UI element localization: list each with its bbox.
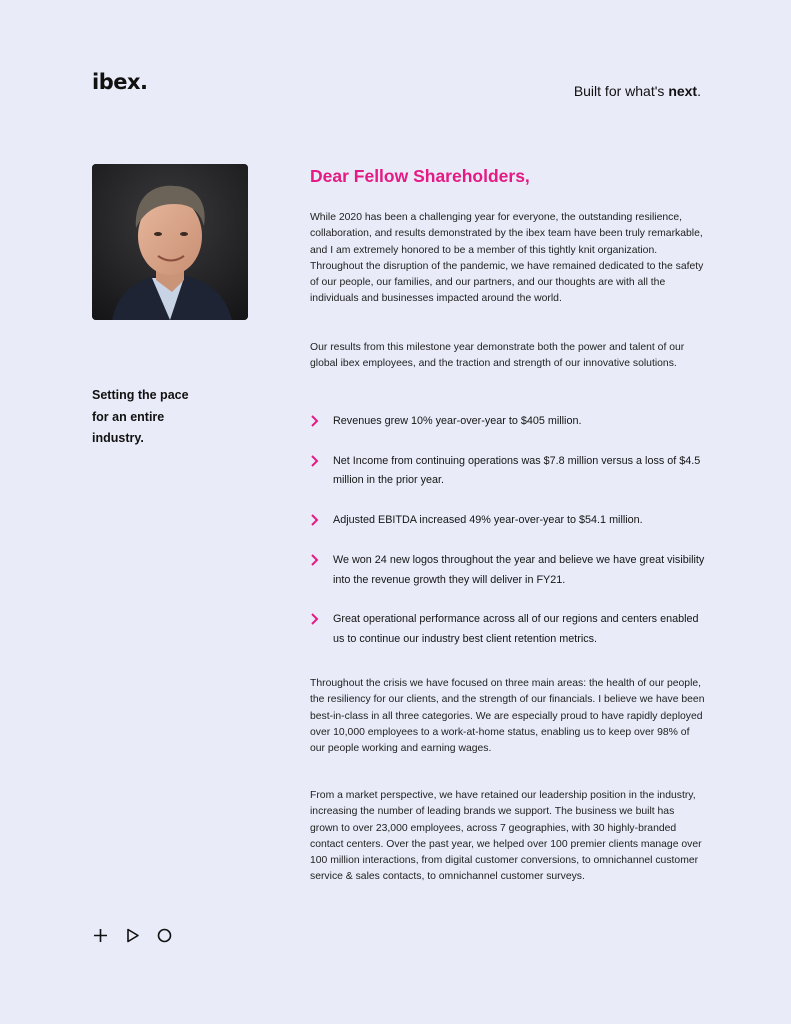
tagline-prefix: Built for what's xyxy=(573,83,669,99)
letter-body xyxy=(310,164,705,883)
list-item-text: Great operational performance across all of our regions and centers enabled us to continue our industry best client retention metrics. xyxy=(333,613,699,645)
pull-quote-line: for an entire xyxy=(92,409,165,424)
list-item xyxy=(310,610,705,649)
paragraph-market: From a market perspective, we have retained our leadership position in the industry, increasing the number of leading brands we support. The business we built has grown to over 23,000 employees, across 7 geographies, with 30 highly-branded contact centers. Over the past year, we helped over 100 premier clients manage over 100 million interactions, from digital customer conversions, to omnichannel customer service & sales contacts, to omnichannel customer surveys. xyxy=(310,790,702,883)
footer-icons xyxy=(92,927,173,944)
paragraph-results: Our results from this milestone year demonstrate both the power and talent of our global ibex employees, and the traction and strength of our innovative solutions. xyxy=(310,342,685,370)
plus-icon xyxy=(92,927,109,944)
list-item-text: We won 24 new logos throughout the year and believe we have great visibility into the revenue growth they will deliver in FY21. xyxy=(333,554,705,586)
portrait-photo xyxy=(92,164,248,320)
ibex-logo: ibex. xyxy=(92,70,148,94)
pull-quote-line: industry. xyxy=(92,431,144,445)
chevron-right-icon xyxy=(310,513,320,527)
paragraph-crisis: Throughout the crisis we have focused on three main areas: the health of our people, the resiliency for our clients, and the strength of our financials. I believe we have been best-in-class in all three categories. We are especially proud to have rapidly deployed over 10,000 employees to a work-at-home status, enabling us to keep over 98% of our people working and earning wages. xyxy=(310,678,705,755)
chevron-right-icon xyxy=(310,414,320,428)
play-icon xyxy=(124,927,141,944)
list-item xyxy=(310,511,705,531)
tagline-bold: next xyxy=(668,83,698,99)
letter-heading: Dear Fellow Shareholders, xyxy=(310,166,530,186)
pull-quote-line: Setting the pace xyxy=(92,388,189,402)
list-item xyxy=(310,412,705,432)
paragraph-intro: While 2020 has been a challenging year for everyone, the outstanding resilience, collaboration, and results demonstrated by the ibex team have been truly remarkable, and I am extremely honored to be a member of this tightly knit organization. Throughout the disruption of the pandemic, we have remained dedicated to the safety of our people, our families, and our partners, and our thoughts are with all the individuals and businesses impacted around the world. xyxy=(310,212,704,305)
chevron-right-icon xyxy=(310,612,320,626)
list-item-text: Net Income from continuing operations was $7.8 million versus a loss of $4.5 million in the prior year. xyxy=(333,454,701,486)
list-item xyxy=(310,551,705,590)
circle-icon xyxy=(156,927,173,944)
chevron-right-icon xyxy=(310,553,320,567)
tagline-suffix: . xyxy=(697,83,701,99)
list-item xyxy=(310,452,705,491)
highlights-list xyxy=(310,412,705,649)
list-item-text: Revenues grew 10% year-over-year to $405 million. xyxy=(333,415,582,427)
list-item-text: Adjusted EBITDA increased 49% year-over-year to $54.1 million. xyxy=(333,513,643,526)
chevron-right-icon xyxy=(310,454,320,468)
pull-quote xyxy=(92,385,232,450)
tagline xyxy=(574,83,701,99)
